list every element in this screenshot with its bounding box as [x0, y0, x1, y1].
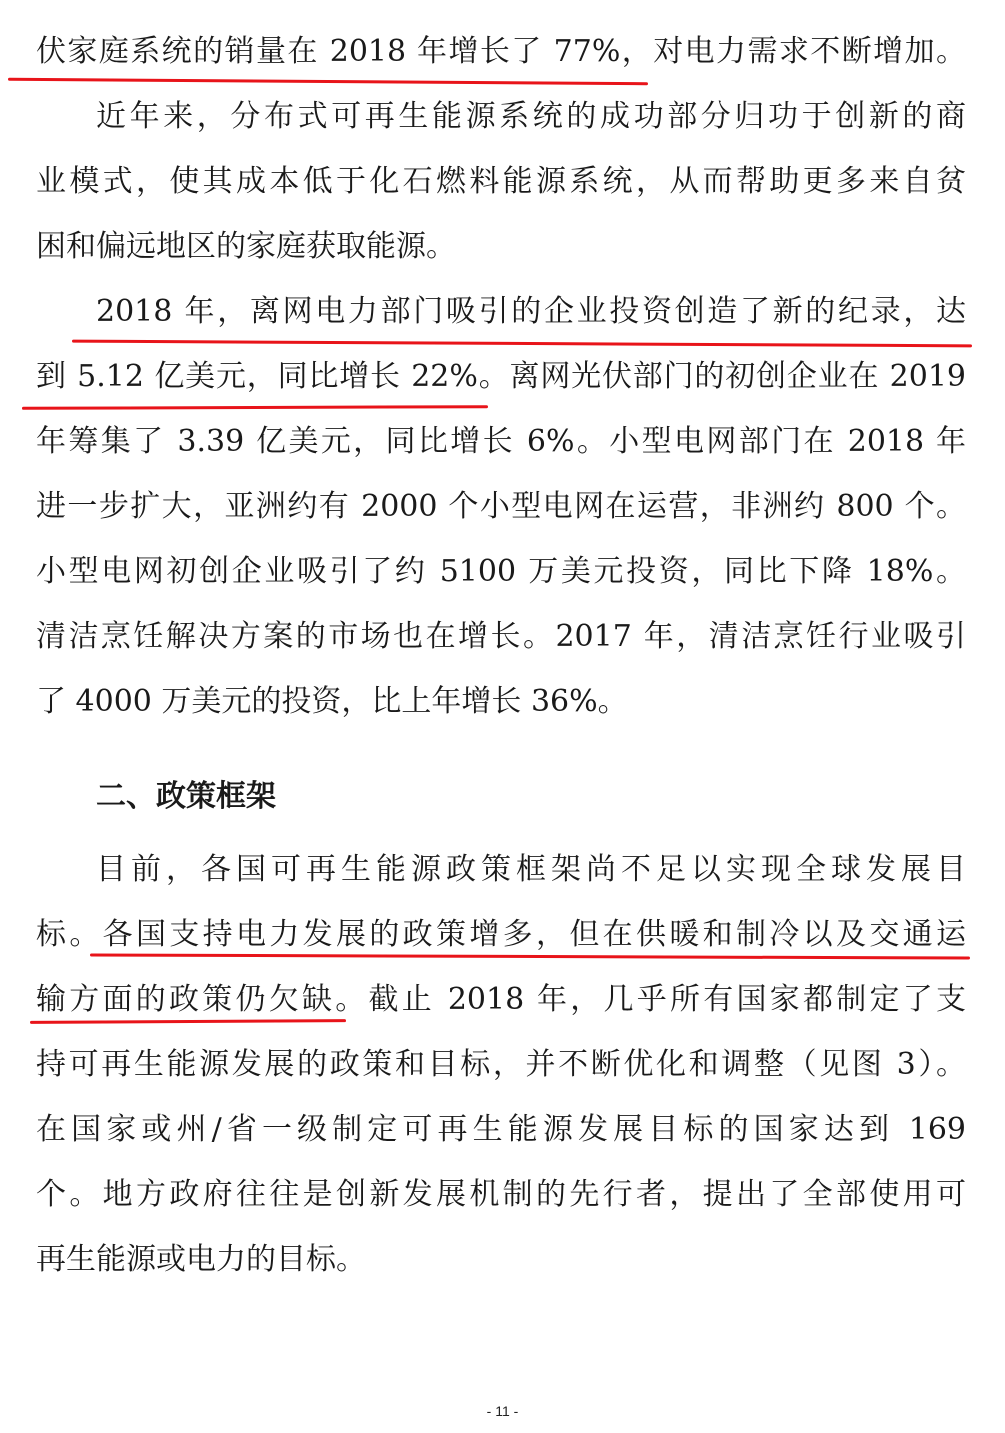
paragraph-line: 小型电网初创企业吸引了约 5100 万美元投资，同比下降 18%。: [36, 554, 966, 589]
paragraph-line: 近年来，分布式可再生能源系统的成功部分归功于创新的商: [96, 99, 966, 134]
paragraph-line: 业模式，使其成本低于化石燃料能源系统，从而帮助更多来自贫: [36, 164, 966, 199]
highlight-underline: [72, 340, 972, 348]
page-number: - 11 -: [486, 1403, 519, 1419]
paragraph-line: 困和偏远地区的家庭获取能源。: [36, 229, 456, 264]
paragraph-line: 了 4000 万美元的投资，比上年增长 36%。: [36, 684, 628, 719]
highlight-underline: [8, 78, 648, 85]
highlight-underline: [30, 1019, 346, 1024]
paragraph-line: 清洁烹饪解决方案的市场也在增长。2017 年，清洁烹饪行业吸引: [36, 619, 966, 654]
paragraph-line: 目前，各国可再生能源政策框架尚不足以实现全球发展目: [96, 852, 966, 887]
paragraph-line: 2018 年，离网电力部门吸引的企业投资创造了新的纪录，达: [96, 294, 966, 329]
paragraph-line: 输方面的政策仍欠缺。截止 2018 年，几乎所有国家都制定了支: [36, 982, 966, 1017]
section-heading: 二、政策框架: [96, 779, 276, 814]
paragraph-line: 标。各国支持电力发展的政策增多，但在供暖和制冷以及交通运: [36, 917, 966, 952]
paragraph-line: 年筹集了 3.39 亿美元，同比增长 6%。小型电网部门在 2018 年: [36, 424, 966, 459]
paragraph-line: 持可再生能源发展的政策和目标，并不断优化和调整（见图 3）。: [36, 1047, 966, 1082]
highlight-underline: [22, 405, 488, 410]
paragraph-line: 进一步扩大，亚洲约有 2000 个小型电网在运营，非洲约 800 个。: [36, 489, 966, 524]
paragraph-line: 伏家庭系统的销量在 2018 年增长了 77%，对电力需求不断增加。: [36, 34, 966, 69]
paragraph-line: 在国家或州/省一级制定可再生能源发展目标的国家达到 169: [36, 1112, 966, 1147]
paragraph-line: 到 5.12 亿美元，同比增长 22%。离网光伏部门的初创企业在 2019: [36, 359, 966, 394]
paragraph-line: 再生能源或电力的目标。: [36, 1242, 366, 1277]
paragraph-line: 个。地方政府往往是创新发展机制的先行者，提出了全部使用可: [36, 1177, 966, 1212]
